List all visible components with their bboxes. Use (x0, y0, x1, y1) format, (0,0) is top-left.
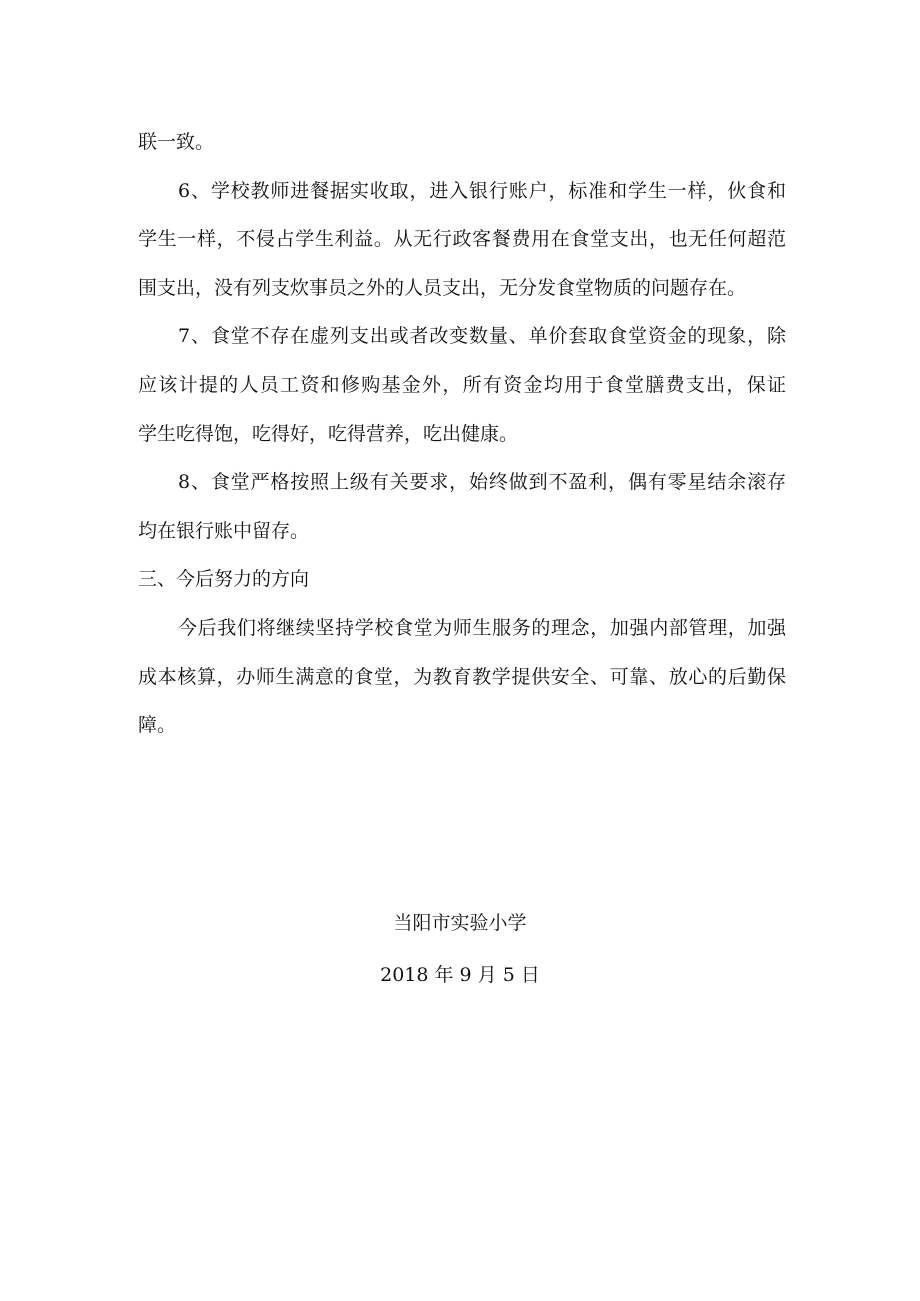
text-line: 均在银行账中留存。 (138, 519, 310, 542)
text-line: 联一致。 (138, 131, 215, 153)
text-line-item-8: 8、食堂严格按照上级有关要求，始终做到不盈利，偶有零星结余滚存 (178, 471, 786, 494)
text-line: 障。 (138, 714, 177, 737)
text-line: 学生吃得饱，吃得好，吃得营养，吃出健康。 (138, 422, 519, 445)
document-body (138, 124, 786, 756)
text-line-item-7: 7、食堂不存在虚列支出或者改变数量、单价套取食堂资金的现象，除 (178, 325, 786, 348)
section-heading: 三、今后努力的方向 (138, 568, 310, 591)
text-line: 成本核算，办师生满意的食堂，为教育教学提供安全、可靠、放心的后勤保 (138, 665, 786, 688)
text-line-item-6: 6、学校教师进餐据实收取，进入银行账户，标准和学生一样，伙食和 (178, 179, 786, 202)
text-line: 今后我们将继续坚持学校食堂为师生服务的理念，加强内部管理，加强 (178, 616, 786, 639)
text-line: 学生一样，不侵占学生利益。从无行政客餐费用在食堂支出，也无任何超范 (138, 228, 786, 251)
signature-organization: 当阳市实验小学 (393, 912, 527, 934)
text-line: 应该计提的人员工资和修购基金外，所有资金均用于食堂膳费支出，保证 (138, 373, 786, 396)
text-line: 围支出，没有列支炊事员之外的人员支出，无分发食堂物质的问题存在。 (138, 276, 747, 299)
signature-date: 2018 年 9 月 5 日 (380, 964, 540, 986)
